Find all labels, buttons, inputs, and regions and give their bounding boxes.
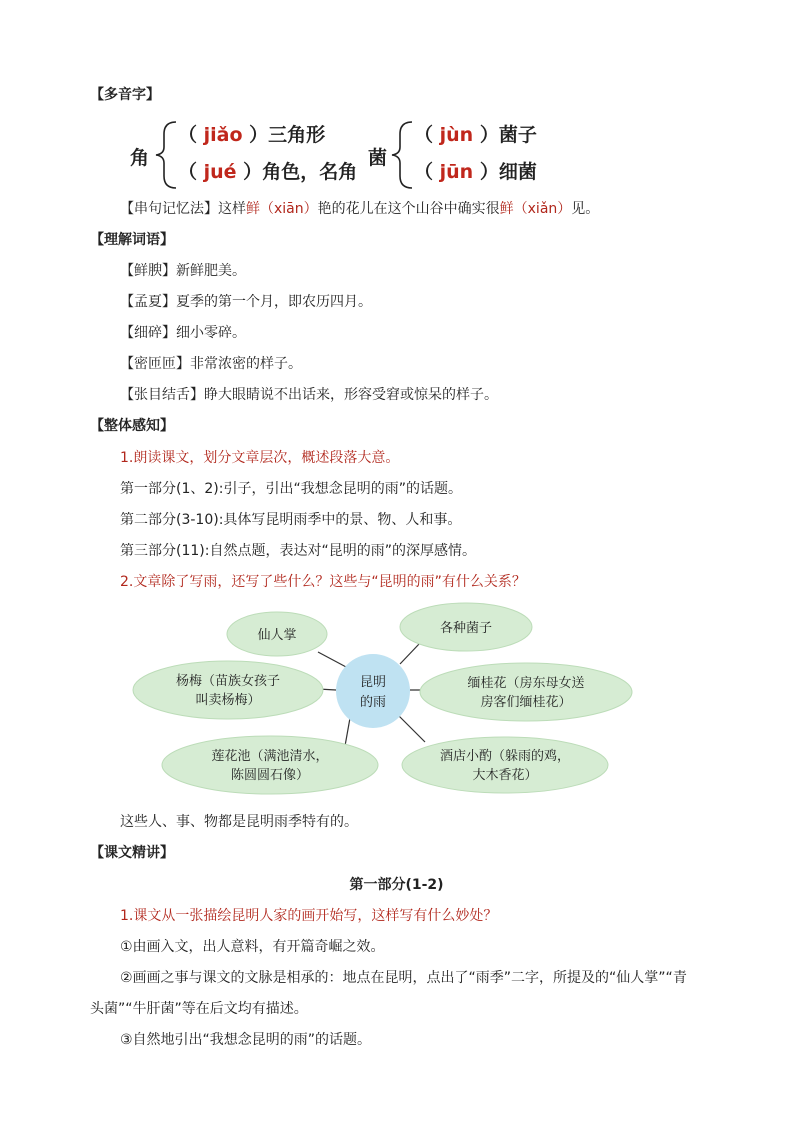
part-title: 第一部分(1-2): [349, 877, 444, 893]
node-label: 仙人掌: [257, 628, 297, 643]
mnemonic-text: 这样: [218, 201, 246, 217]
polyphone-char-jun: 菌: [368, 147, 388, 169]
vocab-term: 【细碎】: [120, 325, 176, 341]
node-label: 陈圆圆石像）: [230, 768, 310, 783]
reading-words: 菌子: [498, 124, 537, 146]
pinyin: jué: [203, 161, 237, 183]
lecture-answer-3: ③自然地引出“我想念昆明的雨”的话题。: [120, 1032, 372, 1048]
node-label: 大木香花）: [472, 768, 538, 783]
overview-question-2: 2.文章除了写雨，还写了些什么？这些与“昆明的雨”有什么关系？: [120, 574, 526, 590]
vocab-term: 【孟夏】: [120, 294, 176, 310]
reading-row: （ jūn ）细菌: [414, 161, 537, 183]
vocab-def: 夏季的第一个月，即农历四月。: [176, 294, 372, 310]
node-label: 各种菌子: [439, 621, 493, 636]
diagram-node: [402, 737, 608, 793]
connector-line: [398, 715, 425, 742]
vocab-term: 【张目结舌】: [120, 387, 204, 403]
vocab-def: 细小零碎。: [176, 325, 246, 341]
pinyin: jiǎo: [203, 124, 243, 146]
overview-part-3: 第三部分(11):自然点题，表达对“昆明的雨”的深厚感情。: [120, 543, 476, 559]
pinyin: jūn: [439, 161, 474, 183]
overview-part-1: 第一部分(1、2):引子，引出“我想念昆明的雨”的话题。: [120, 481, 462, 497]
node-label: 房客们缅桂花）: [480, 695, 572, 710]
diagram-center: [336, 654, 410, 728]
diagram-node: [420, 663, 632, 721]
reading-row: （ jué ）角色，名角: [178, 161, 358, 183]
vocab-term: 【鲜腴】: [120, 263, 176, 279]
overview-summary: 这些人、事、物都是昆明雨季特有的。: [120, 814, 358, 830]
overview-question-1: 1.朗读课文，划分文章层次，概述段落大意。: [120, 450, 400, 466]
vocab-def: 睁大眼睛说不出话来，形容受窘或惊呆的样子。: [204, 387, 498, 403]
node-label: 叫卖杨梅）: [195, 693, 261, 708]
overview-part-2: 第二部分(3-10):具体写昆明雨季中的景、物、人和事。: [120, 512, 462, 528]
polyphone-char-jiao: 角: [130, 147, 150, 169]
center-label: 的雨: [359, 695, 387, 710]
lecture-answer-2: ②画画之事与课文的文脉是相承的：地点在昆明，点出了“雨季”二字，所提及的“仙人掌”“青: [120, 970, 687, 986]
diagram-node: [133, 661, 323, 719]
mnemonic-label: 【串句记忆法】: [120, 201, 218, 217]
reading-row: （ jùn ）菌子: [414, 124, 537, 146]
reading-words: 角色，名角: [262, 161, 358, 183]
vocab-term: 【密匝匝】: [120, 356, 190, 372]
node-label: 莲花池（满池清水，: [211, 749, 329, 764]
node-label: 缅桂花（房东母女送: [467, 676, 585, 691]
mnemonic-text: 见。: [571, 201, 600, 217]
diagram-node: [162, 736, 378, 794]
overview-heading: 【整体感知】: [90, 418, 174, 434]
reading-words: 三角形: [268, 124, 326, 146]
polyphone-heading: 【多音字】: [90, 87, 160, 103]
connector-line: [345, 718, 350, 746]
node-label: 杨梅（苗族女孩子: [175, 674, 281, 689]
mnemonic-reading: 鲜（xiǎn）: [499, 201, 572, 217]
lecture-answer-1: ①由画入文，出人意料，有开篇奇崛之效。: [120, 939, 385, 955]
lecture-heading: 【课文精讲】: [90, 845, 174, 861]
connector-line: [400, 643, 420, 664]
vocab-def: 非常浓密的样子。: [190, 356, 302, 372]
lecture-answer-2-cont: 头菌”“牛肝菌”等在后文均有描述。: [90, 1001, 308, 1017]
connector-line: [318, 652, 348, 668]
mnemonic-text: 艳的花儿在这个山谷中确实很: [317, 201, 500, 217]
center-label: 昆明: [359, 675, 387, 690]
reading-row: （ jiǎo ）三角形: [178, 124, 326, 146]
lecture-question-1: 1.课文从一张描绘昆明人家的画开始写，这样写有什么妙处？: [120, 908, 498, 924]
vocab-heading: 【理解词语】: [90, 232, 174, 248]
pinyin: jùn: [439, 124, 474, 146]
reading-words: 细菌: [498, 161, 537, 183]
node-label: 酒店小酌（躲雨的鸡，: [439, 749, 571, 764]
mnemonic-reading: 鲜（xiān）: [246, 201, 318, 217]
vocab-def: 新鲜肥美。: [176, 263, 246, 279]
